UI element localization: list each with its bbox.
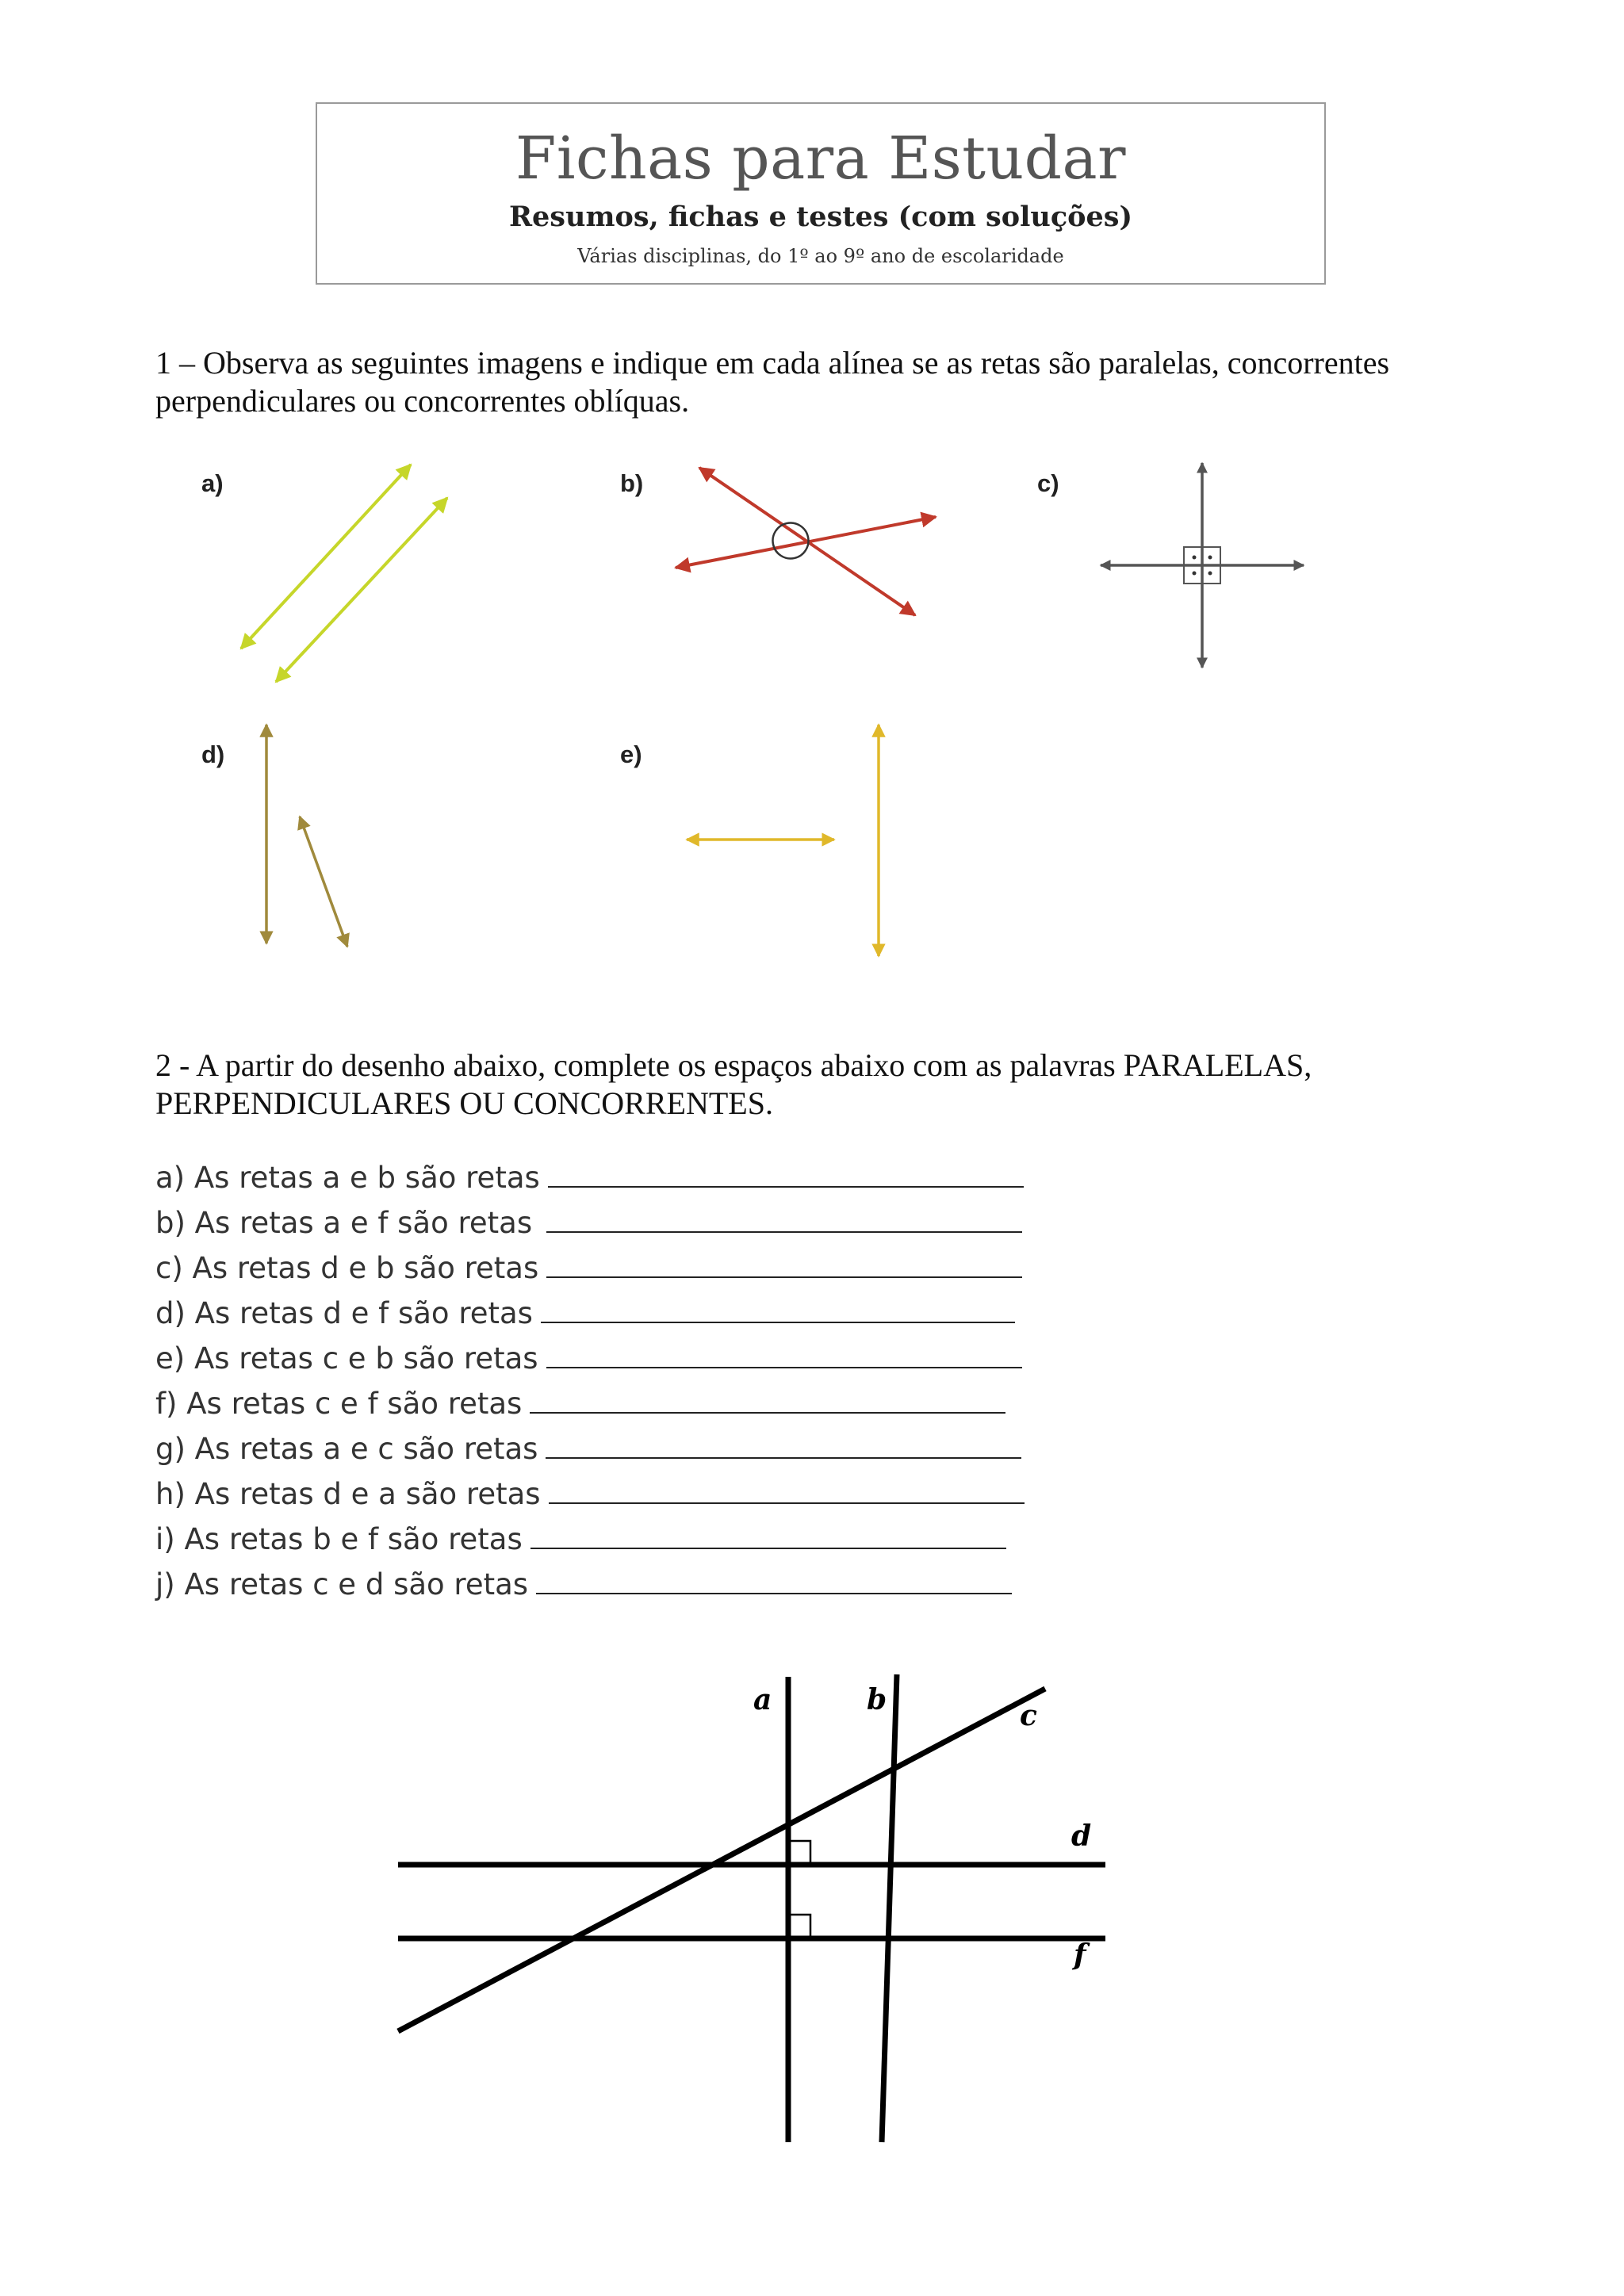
answer-item: c) As retas d e b são retas: [155, 1245, 1025, 1290]
label-line-a: a: [753, 1683, 772, 1716]
question-1-text: 1 – Observa as seguintes imagens e indique em cada alínea se as retas são paralelas, concorrentes perpendiculares ou concorrentes oblíquas.: [155, 345, 1390, 419]
figure-a-line-2: [276, 498, 447, 682]
figure-b-line-2: [676, 517, 936, 568]
label-e: e): [620, 740, 642, 768]
question-2-figure: [187, 1625, 1488, 2260]
question-1-figure: [187, 452, 1488, 975]
right-angle-mark-ad: [788, 1841, 810, 1865]
label-line-d: d: [1071, 1820, 1092, 1853]
label-d: d): [201, 740, 225, 768]
label-line-c: c: [1020, 1699, 1037, 1732]
question-2-text: 2 - A partir do desenho abaixo, complete os espaços abaixo com as palavras PARALELAS, PERPENDICULARES OU CONCORRENTES.: [155, 1047, 1312, 1121]
answer-item: h) As retas d e a são retas: [155, 1471, 1025, 1516]
answer-item: a) As retas a e b são retas: [155, 1154, 1025, 1200]
answer-blank[interactable]: [549, 1471, 1025, 1504]
answer-item: i) As retas b e f são retas: [155, 1516, 1025, 1561]
answer-blank[interactable]: [541, 1290, 1015, 1323]
answer-blank[interactable]: [546, 1200, 1022, 1233]
answer-item: f) As retas c e f são retas: [155, 1380, 1025, 1425]
answer-item: e) As retas c e b são retas: [155, 1335, 1025, 1380]
answer-blank[interactable]: [536, 1561, 1012, 1594]
header-title: Fichas para Estudar: [515, 124, 1126, 193]
answer-blank[interactable]: [530, 1380, 1005, 1414]
label-c: c): [1037, 469, 1059, 497]
line-c: [398, 1689, 1045, 2031]
label-b: b): [620, 469, 644, 497]
label-a: a): [201, 469, 224, 497]
line-b: [882, 1674, 897, 2142]
answer-blank[interactable]: [530, 1516, 1006, 1549]
label-line-f: f: [1074, 1938, 1086, 1972]
figure-d-line-2: [300, 817, 347, 947]
answer-list: [155, 1154, 1025, 1606]
answer-blank[interactable]: [548, 1154, 1024, 1188]
answer-item: d) As retas d e f são retas: [155, 1290, 1025, 1335]
answer-blank[interactable]: [546, 1335, 1022, 1368]
header-box: [316, 102, 1326, 285]
figure-a-line-1: [241, 465, 411, 649]
answer-item: b) As retas a e f são retas: [155, 1200, 1025, 1245]
answer-item: j) As retas c e d são retas: [155, 1561, 1025, 1606]
label-line-b: b: [867, 1683, 887, 1716]
right-angle-mark-af: [788, 1915, 810, 1938]
header-tagline: Várias disciplinas, do 1º ao 9º ano de escolaridade: [577, 245, 1064, 267]
answer-item: g) As retas a e c são retas: [155, 1425, 1025, 1471]
answer-blank[interactable]: [546, 1425, 1021, 1459]
header-subtitle: Resumos, fichas e testes (com soluções): [508, 201, 1133, 233]
answer-blank[interactable]: [546, 1245, 1022, 1278]
